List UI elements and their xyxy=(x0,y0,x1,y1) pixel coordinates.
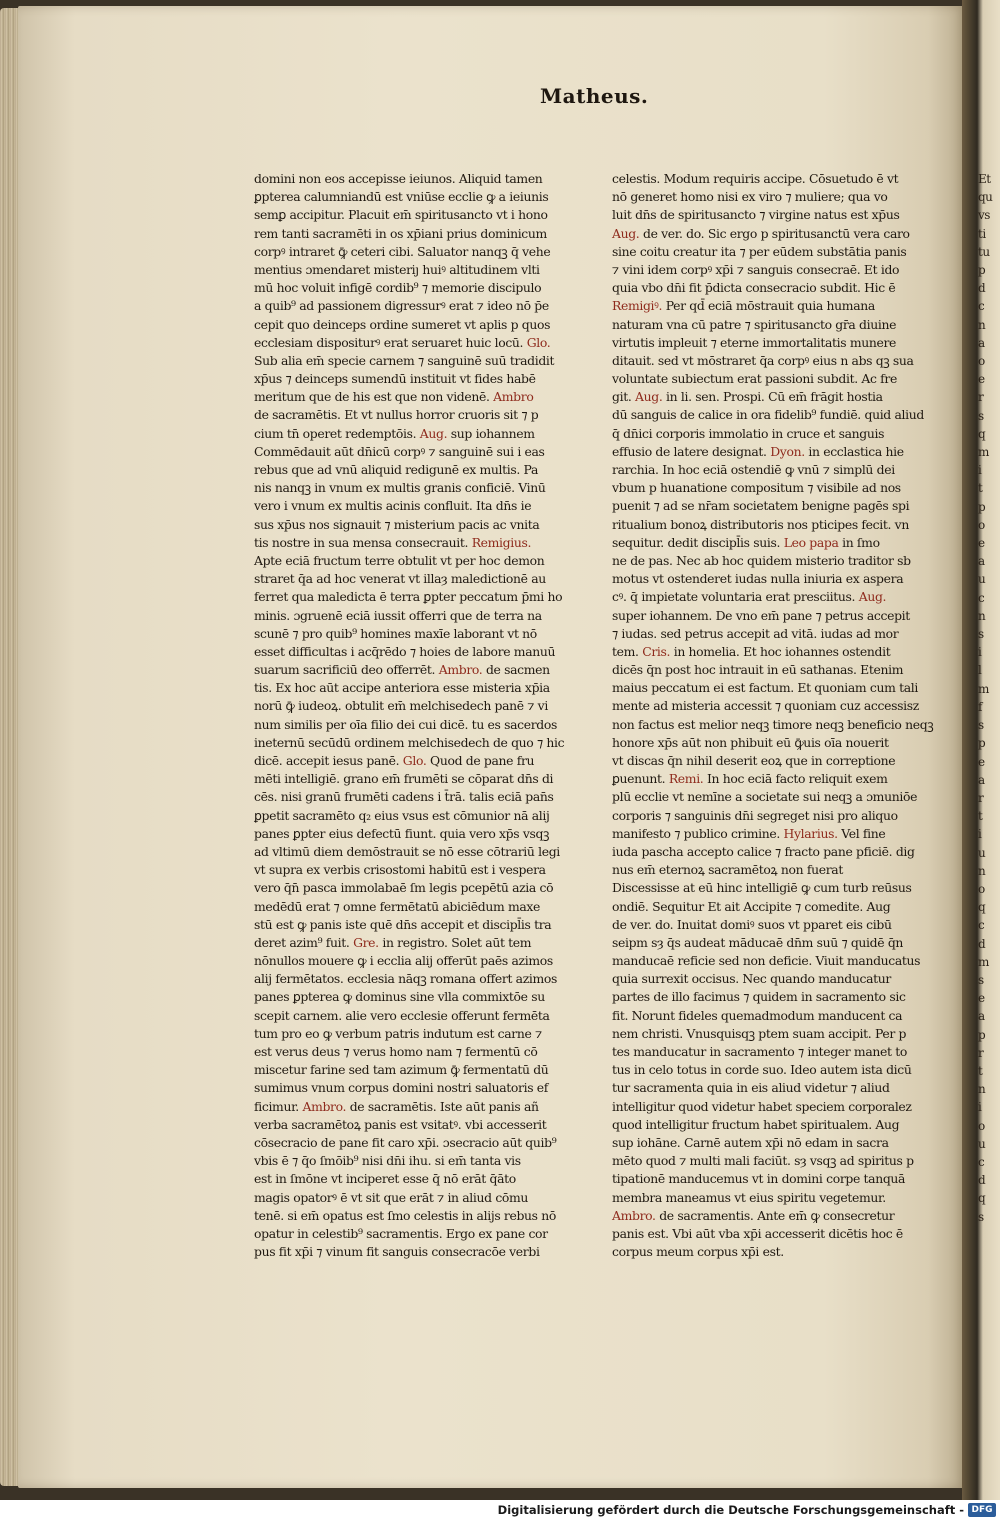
text-line: ondiē. Sequitur Et ait Accipite ⁊ comedite. Aug xyxy=(612,898,891,914)
text-line: rem tanti sacramēti in os xp̄iani prius dominicum xyxy=(254,225,547,241)
facing-line: i xyxy=(978,463,982,478)
facing-line: s xyxy=(978,627,984,642)
rubric-source-tag: Dyon. xyxy=(770,443,805,459)
text-line: non factus est melior neqꝫ timore neqꝫ beneficio neqꝫ xyxy=(612,716,934,732)
text-line: domini non eos accepisse ieiunos. Aliquid tamen xyxy=(254,171,543,186)
facing-line: p xyxy=(978,499,986,514)
text-line: naturam vna cū patre ⁊ spiritusancto gr̄a diuine xyxy=(612,316,897,332)
facing-line: r xyxy=(978,790,984,805)
rubric-source-tag: Aug. xyxy=(858,589,887,605)
text-line: nō generet homo nisi ex viro ⁊ muliere; qua vo xyxy=(612,189,888,205)
rubric-source-tag: Ambro. xyxy=(302,1098,347,1114)
facing-line: m xyxy=(978,954,989,969)
rubric-source-tag: Remigius. xyxy=(471,534,532,550)
rubric-source-tag: Gre. xyxy=(353,934,379,950)
text-line: nus em̄ eternoꝝ sacramētoꝝ non fuerat xyxy=(612,862,843,878)
text-line: cium tn̄ operet redemptōis. Aug. sup iohannem xyxy=(254,425,535,441)
running-head: Matheus. xyxy=(540,84,649,108)
text-line: ⁊ vini idem corpꝰ xp̄i ⁊ sanguis consecraē. Et ido xyxy=(612,261,900,277)
text-line: vbum p huanatione compositum ⁊ visibile ad nos xyxy=(612,480,901,496)
rubric-source-tag: Glo. xyxy=(526,334,551,350)
facing-line: Et xyxy=(978,172,991,186)
facing-line: s xyxy=(978,408,984,423)
text-line: ⁊ iudas. sed petrus accepit ad vitā. iudas ad mor xyxy=(612,625,899,641)
text-line: suarum sacrificiū deo offerrēt. Ambro. de sacmen xyxy=(254,662,550,678)
rubric-source-tag: Ambro. xyxy=(612,1207,656,1223)
facing-line: t xyxy=(978,481,983,496)
text-line: sus xp̄us nos signauit ⁊ misterium pacis ac vnita xyxy=(254,516,540,532)
text-line: quia vbo dn̄i fit p̄dicta consecracio subdit. Hic ē xyxy=(612,280,896,296)
rubric-source-tag: Leo papa xyxy=(783,534,839,550)
text-line: luit dn̄s de spiritusancto ⁊ virgine natus est xp̄us xyxy=(612,207,900,223)
text-line: cēs. nisi granū frumēti cadens i t̄rā. talis eciā pan̄s xyxy=(254,789,554,805)
text-line: esset difficultas i acq̄rēdo ⁊ hoies de labore manuū xyxy=(254,643,556,659)
text-line: Commēdauit aūt dn̄icū corpꝰ ⁊ sanguinē sui i eas xyxy=(254,443,545,459)
text-line: scunē ⁊ pro quib⁹ homines maxīe laborant vt nō xyxy=(254,625,537,641)
text-line: de sacramētis. Et vt nullus horror cruoris sit ⁊ p xyxy=(254,407,539,423)
text-line: xp̄us ⁊ deinceps sumendū instituit vt fides habē xyxy=(254,371,536,387)
facing-line: i xyxy=(978,1100,982,1115)
text-line: ꝑpetit sacramēto q₂ eius vsus est cōmunior nā alij xyxy=(254,807,550,823)
facing-line: e xyxy=(978,372,985,387)
left-text-column xyxy=(254,170,566,1261)
text-line: vero q̄n̄ pasca immolabaē ſm legis pcepētū azia cō xyxy=(254,880,554,896)
text-line: verba sacramētoꝝ panis est vsitatꝰ. vbi accesserit xyxy=(254,1116,547,1132)
facing-line: c xyxy=(978,590,985,605)
text-line: maius peccatum ei est factum. Et quoniam cum tali xyxy=(612,680,918,696)
facing-line: o xyxy=(978,881,985,896)
rubric-source-tag: Remi. xyxy=(668,771,704,787)
text-line: cōsecracio de pane fit caro xp̄i. ɔsecracio aūt quib⁹ xyxy=(254,1134,557,1150)
facing-line: qu xyxy=(978,190,993,205)
text-line: tus in celo totus in corde suo. Ideo autem ista dicū xyxy=(612,1062,912,1078)
text-line: ne de pas. Nec ab hoc quidem misterio traditor sb xyxy=(612,552,911,568)
text-line: dicē. accepit iesus panē. Glo. Quod de pane fru xyxy=(254,753,535,768)
text-line: Aug. de ver. do. Sic ergo p spiritusanctū vera caro xyxy=(612,225,910,241)
text-line: nis nanqꝫ in vnum ex multis granis conficiē. Vinū xyxy=(254,480,546,496)
text-line: tum pro eo ꝙ verbum patris indutum est carne ⁊ xyxy=(254,1025,542,1041)
text-line: tis nostre in sua mensa consecrauit. Remigius. xyxy=(254,534,532,550)
text-line: quia surrexit occisus. Nec quando manducatur xyxy=(612,971,891,987)
text-line: mēti intelligiē. grano em̄ frumēti se cōparat dn̄s di xyxy=(254,771,554,787)
facing-line: e xyxy=(978,536,985,551)
facing-line: c xyxy=(978,918,985,933)
text-line: panis est. Vbi aūt vba xp̄i accesserit dicētis hoc ē xyxy=(612,1225,903,1241)
text-line: est in ſmōne vt inciperet esse q̄ nō erāt q̄āto xyxy=(254,1171,516,1187)
facing-line: n xyxy=(978,863,986,878)
text-line: dicēs q̄n post hoc intrauit in eū sathanas. Etenim xyxy=(612,662,904,678)
rubric-source-tag: Remigiꝰ. xyxy=(612,298,663,314)
facing-line: d xyxy=(978,936,986,951)
text-line: plū ecclie vt nemīne a societate sui neqꝫ a ɔmuniōe xyxy=(612,789,918,805)
facing-line: r xyxy=(978,1045,984,1060)
text-line: scepit carnem. alie vero ecclesie offerunt fermēta xyxy=(254,1007,550,1023)
facing-line: m xyxy=(978,681,989,696)
text-line: panes ꝑpterea ꝙ dominus sine vlla commixtōe su xyxy=(254,989,545,1005)
text-line: de ver. do. Inuitat domiꝰ suos vt pparet eis cibū xyxy=(612,916,892,932)
facing-line: p xyxy=(978,1027,986,1042)
text-line: ditauit. sed vt mōstraret q̄a corpꝰ eius n abs qꝫ sua xyxy=(612,352,914,368)
rubric-source-tag: Cris. xyxy=(642,643,671,659)
text-line: effusio de latere designat. Dyon. in ecclastica hie xyxy=(612,443,904,459)
rubric-source-tag: Aug. xyxy=(419,425,448,441)
text-line: est verus deus ⁊ verus homo nam ⁊ fermentū cō xyxy=(254,1044,538,1059)
facing-line: n xyxy=(978,1082,986,1097)
text-line: sine coitu creatur ita ⁊ per eūdem substātia panis xyxy=(612,243,907,259)
facing-line: s xyxy=(978,972,984,987)
text-line: celestis. Modum requiris accipe. Cōsuetudo ē vt xyxy=(612,171,899,186)
text-line: Sub alia em̄ specie carnem ⁊ sanguinē suū tradidit xyxy=(254,352,555,368)
text-line: tem. Cris. in homelia. Et hoc iohannes ostendit xyxy=(612,643,891,659)
facing-line: e xyxy=(978,991,985,1006)
rubric-source-tag: Glo. xyxy=(402,753,427,768)
text-line: intelligitur quod videtur habet speciem corporalez xyxy=(612,1098,912,1114)
text-line: semꝑ accipitur. Placuit em̄ spiritusancto vt i hono xyxy=(254,207,548,223)
facing-line: a xyxy=(978,554,985,569)
text-line: miscetur farine sed tam azimum ꝙ̄ fermentatū dū xyxy=(254,1062,549,1078)
text-line: fit. Norunt fideles quemadmodum manducent ca xyxy=(612,1007,903,1023)
facing-line: p xyxy=(978,736,986,751)
facing-line: s xyxy=(978,718,984,733)
facing-line: c xyxy=(978,1154,985,1169)
facing-line: c xyxy=(978,299,985,314)
text-line: ritualium bonoꝝ distributoris nos pticipes fecit. vn xyxy=(612,516,909,532)
text-line: meritum que de his est que non videnē. Ambro xyxy=(254,389,534,405)
facing-line: a xyxy=(978,1009,985,1024)
facing-line: q xyxy=(978,1191,986,1206)
text-line: ꝑuenunt. Remi. In hoc eciā facto reliquit exem xyxy=(612,771,888,787)
text-line: quod intelligitur fructum habet spiritualem. Aug xyxy=(612,1116,900,1132)
facing-line: a xyxy=(978,772,985,787)
text-line: seipm sȝ q̄s audeat māducaē dn̄m suū ⁊ quidē q̄n xyxy=(612,934,904,950)
text-line: mū hoc voluit infigē cordib⁹ ⁊ memorie discipulo xyxy=(254,280,542,296)
text-line: vero i vnum ex multis acinis confluit. Ita dn̄s ie xyxy=(254,498,532,514)
text-line: mente ad misteria accessit ⁊ quoniam cuz accessisz xyxy=(612,698,919,714)
facing-line: d xyxy=(978,281,986,296)
facing-line: o xyxy=(978,354,985,369)
rubric-source-tag: Ambro xyxy=(493,389,534,405)
facing-line: t xyxy=(978,1063,983,1078)
text-line: corpꝰ intraret ꝙ̄ ceteri cibi. Saluator nanqꝫ q̄ vehe xyxy=(254,243,551,259)
text-line: membra maneamus vt eius spiritu vegetemur. xyxy=(612,1189,886,1205)
text-line: partes de illo facimus ⁊ quidem in sacramento sic xyxy=(612,989,906,1005)
text-line: rebus que ad vnū aliquid redigunē ex multis. Pa xyxy=(254,462,539,477)
text-line: tis. Ex hoc aūt accipe anteriora esse misteria xp̄ia xyxy=(254,680,550,696)
facing-line: q xyxy=(978,426,986,441)
text-line: honore xp̄s aūt non phibuit eū ꝙ̄uis oīa nouerit xyxy=(612,734,889,750)
text-line: sup iohāne. Carnē autem xp̄i nō edam in sacra xyxy=(612,1134,889,1150)
text-line: num similis per oīa filio dei cui dicē. tu es sacerdos xyxy=(254,716,558,732)
text-line: ficimur. Ambro. de sacramētis. Iste aūt panis añ xyxy=(254,1098,539,1114)
text-line: iuda pascha accepto calice ⁊ fracto pane pficiē. dig xyxy=(612,843,915,859)
text-line: voluntate subiectum erat passioni subdit. Ac fre xyxy=(612,371,897,387)
text-line: ferret qua maledicta ē terra ꝑpter peccatum p̄mi ho xyxy=(254,589,563,605)
text-line: ecclesiam dispositurꝰ erat seruaret huic locū. Glo. xyxy=(254,334,551,350)
facing-line: q xyxy=(978,900,986,915)
facing-line: i xyxy=(978,645,982,660)
text-line: git. Aug. in li. sen. Prospi. Cū em̄ frāgit hostia xyxy=(612,389,883,405)
text-line: deret azim⁹ fuit. Gre. in registro. Solet aūt tem xyxy=(254,934,532,950)
text-line: mentius ɔmendaret misteriȷ huiꝰ altitudinem vlti xyxy=(254,261,540,277)
facing-line: m xyxy=(978,445,989,460)
text-line: panes ꝑpter eius defectū fiunt. quia vero xp̄s vsqꝫ xyxy=(254,825,550,841)
facing-line: n xyxy=(978,608,986,623)
facing-line: i xyxy=(978,827,982,842)
text-line: puenit ⁊ ad se nr̄am societatem benigne pagēs spi xyxy=(612,498,910,514)
text-line: alij fermētatos. ecclesia nāqꝫ romana offert azimos xyxy=(254,971,558,987)
text-line: corporis ⁊ sanguinis dn̄i segreget nisi pro aliquo xyxy=(612,807,898,823)
facing-line: r xyxy=(978,390,984,405)
text-line: q̄ dn̄ici corporis immolatio in cruce et sanguis xyxy=(612,425,885,441)
facing-line: e xyxy=(978,754,985,769)
footer-credit: Digitalisierung gefördert durch die Deutsche Forschungsgemeinschaft - xyxy=(497,1503,964,1517)
facing-page-text xyxy=(978,170,1000,1224)
text-line: virtutis impleuit ⁊ eterne immortalitatis munere xyxy=(612,334,897,350)
text-line: sequitur. dedit discipl̄is suis. Leo papa in ſmo xyxy=(612,534,880,550)
facing-line: a xyxy=(978,335,985,350)
dfg-logo: DFG xyxy=(968,1503,996,1517)
text-line: cꝰ. q̄ impietate voluntaria erat presciitus. Aug. xyxy=(612,589,887,605)
footer-bar xyxy=(0,1500,1000,1521)
text-line: medēdū erat ⁊ omne fermētatū abiciēdum maxe xyxy=(254,898,541,914)
text-line: stū est ꝙ panis iste quē dn̄s accepit et discipl̄is tra xyxy=(254,916,552,932)
right-text-column xyxy=(612,170,934,1261)
text-line: tipationē manducemus vt in domini corpe tanquā xyxy=(612,1171,906,1187)
facing-line: t xyxy=(978,809,983,824)
text-line: cepit quo deinceps ordine sumeret vt aplis p quos xyxy=(254,316,551,332)
text-line: Apte eciā fructum terre obtulit vt per hoc demon xyxy=(254,552,545,568)
text-line: manifesto ⁊ publico crimine. Hylarius. Vel fine xyxy=(612,825,886,841)
text-line: corpus meum corpus xp̄i est. xyxy=(612,1244,784,1260)
facing-line: s xyxy=(978,1209,984,1224)
facing-line: vs xyxy=(978,208,990,223)
text-line: norū ꝙ̄ iudeoꝝ. obtulit em̄ melchisedech panē ⁊ vi xyxy=(254,698,548,714)
page-edge-stack xyxy=(0,8,20,1486)
text-line: opatur in celestib⁹ sacramentis. Ergo ex pane cor xyxy=(254,1225,548,1241)
text-line: mēto quod ⁊ multi mali faciūt. sȝ vsqꝫ ad spiritus p xyxy=(612,1153,914,1169)
facing-line: u xyxy=(978,845,986,860)
text-line: motus vt ostenderet iudas nulla iniuria ex aspera xyxy=(612,571,904,587)
facing-line: o xyxy=(978,517,985,532)
text-line: tenē. si em̄ opatus est ſmo celestis in alijs rebus nō xyxy=(254,1207,557,1223)
facing-line: tu xyxy=(978,244,990,259)
facing-line: d xyxy=(978,1173,986,1188)
text-line: a quib⁹ ad passionem digressurꝰ erat ⁊ ideo nō p̄e xyxy=(254,298,549,314)
facing-line: f xyxy=(978,699,982,714)
facing-line: p xyxy=(978,263,986,278)
facing-line: o xyxy=(978,1118,985,1133)
text-line: dū sanguis de calice in ora fidelib⁹ fundiē. quid aliud xyxy=(612,407,924,423)
text-line: ad vltimū diem demōstrauit se nō esse cōtrariū legi xyxy=(254,843,560,859)
text-line: Ambro. de sacramentis. Ante em̄ ꝙ consecretur xyxy=(612,1207,895,1223)
text-line: minis. ɔgruenē eciā iussit offerri que de terra na xyxy=(254,607,542,623)
text-line: sumimus vnum corpus domini nostri saluatoris ef xyxy=(254,1080,549,1096)
facing-line: l xyxy=(978,663,982,678)
text-line: tur sacramenta quia in eis aliud videtur ⁊ aliud xyxy=(612,1080,890,1096)
text-line: pus fit xp̄i ⁊ vinum fit sanguis consecracōe verbi xyxy=(254,1244,540,1260)
facing-line: ti xyxy=(978,226,986,241)
text-line: vt supra ex verbis crisostomi habitū est i vespera xyxy=(254,862,546,878)
text-line: Remigiꝰ. Per qd̄ eciā mōstrauit quia humana xyxy=(612,298,875,314)
text-line: super iohannem. De vno em̄ pane ⁊ petrus accepit xyxy=(612,607,910,623)
rubric-source-tag: Ambro. xyxy=(438,662,483,678)
text-line: Discessisse at eū hinc intelligiē ꝙ cum turb reūsus xyxy=(612,880,912,896)
text-line: vbis ē ⁊ q̄o ſmōib⁹ nisi dn̄i ihu. si em̄ tanta vis xyxy=(254,1153,521,1169)
text-line: manducaē reficie sed non deficie. Viuit manducatus xyxy=(612,953,921,969)
text-line: nem christi. Vnusquisqꝫ ptem suam accipit. Per p xyxy=(612,1025,907,1041)
text-line: magis opatorꝰ ē vt sit que erāt ⁊ in aliud cōmu xyxy=(254,1189,529,1205)
text-line: nōnullos mouere ꝙ i ecclia alij offerūt paēs azimos xyxy=(254,953,553,969)
text-line: tes manducatur in sacramento ⁊ integer manet to xyxy=(612,1044,907,1059)
text-line: ineternū secūdū ordinem melchisedech de quo ⁊ hic xyxy=(254,734,565,750)
facing-line: u xyxy=(978,572,986,587)
text-line: ꝑpterea calumniandū est vniūse ecclie ꝙ a ieiunis xyxy=(254,189,549,205)
rubric-source-tag: Hylarius. xyxy=(783,825,838,841)
text-line: vt discas q̄n nihil deserit eoꝝ que in correptione xyxy=(612,753,896,768)
facing-line: u xyxy=(978,1136,986,1151)
rubric-source-tag: Aug. xyxy=(635,389,663,405)
text-line: straret q̄a ad hoc venerat vt illaȝ maledictionē au xyxy=(254,571,546,587)
rubric-source-tag: Aug. xyxy=(612,225,640,241)
text-line: rarchia. In hoc eciā ostendiē ꝙ vnū ⁊ simplū dei xyxy=(612,462,895,477)
facing-line: n xyxy=(978,317,986,332)
